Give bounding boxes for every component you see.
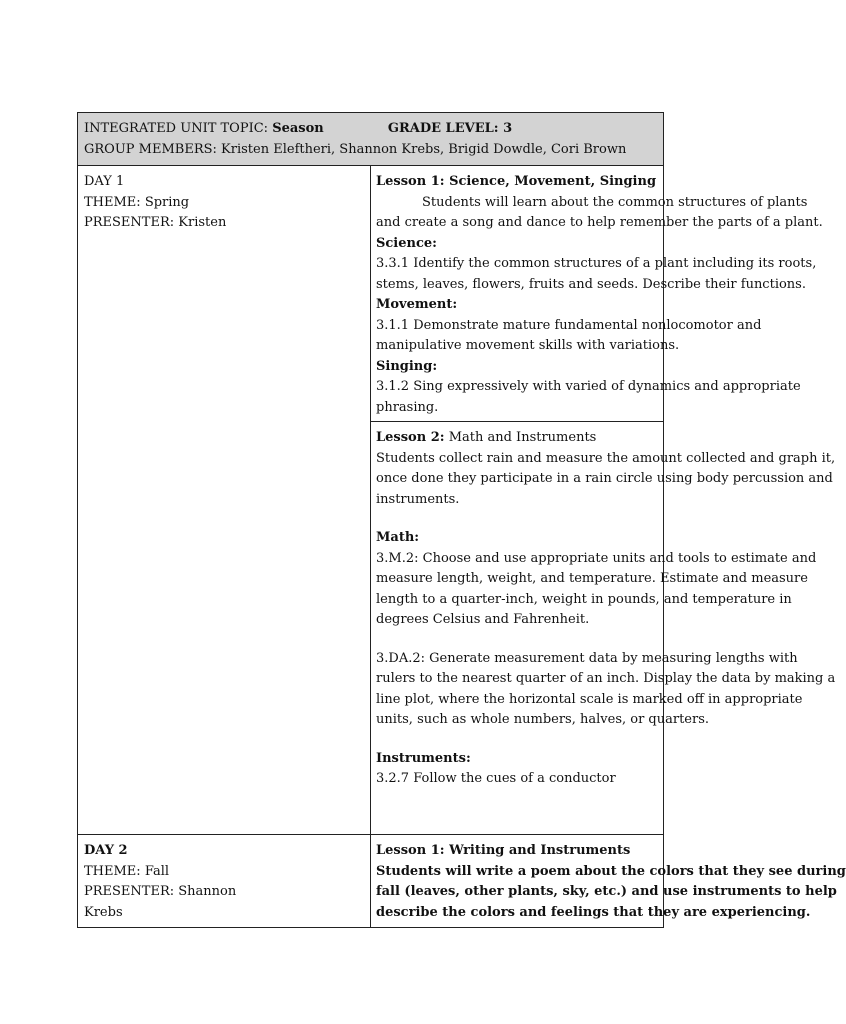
day2-presenter-label: PRESENTER:	[84, 884, 175, 899]
day1-theme-value: Spring	[144, 194, 190, 210]
lesson2-desc: once done they participate in a rain circle using body percussion and	[376, 471, 833, 486]
movement-standard: manipulative movement skills with variations.	[376, 338, 680, 353]
grade-level	[388, 119, 512, 140]
day1-presenter-value: Kristen	[178, 215, 227, 230]
day1-presenter	[84, 213, 364, 234]
day2-label: DAY 2	[84, 843, 128, 858]
singing-standard: 3.1.2 Sing expressively with varied of dynamics and appropriate	[376, 379, 801, 394]
day1-label: DAY 1	[84, 174, 125, 189]
topic-label: INTEGRATED UNIT TOPIC:	[84, 121, 269, 136]
math-m2-standard: 3.M.2: Choose and use appropriate units and tools to estimate and	[376, 550, 817, 566]
math-da2-standard: line plot, where the horizontal scale is marked off in appropriate	[376, 691, 803, 707]
day1-info-cell	[78, 166, 371, 835]
day2-lesson1-desc: Students will write a poem about the colors that they see during	[376, 863, 846, 879]
math-m2-standard: degrees Celsius and Fahrenheit.	[376, 612, 590, 627]
members-value: Kristen Eleftheri, Shannon Krebs, Brigid Dowdle, Cori Brown	[221, 141, 627, 157]
integrated-unit-table	[77, 112, 846, 928]
day1-lesson1-cell	[371, 166, 823, 422]
day1-lesson2-cell	[371, 422, 836, 835]
grade-value: 3	[503, 121, 513, 136]
singing-standard: phrasing.	[376, 399, 439, 415]
math-da2-standard: rulers to the nearest quarter of an inch. Display the data by making a	[376, 671, 836, 686]
math-da2-standard: 3.DA.2: Generate measurement data by measuring lengths with	[376, 650, 798, 666]
day2-info-cell	[78, 835, 371, 928]
day1-lesson1-desc: and create a song and dance to help remember the parts of a plant.	[376, 215, 823, 230]
day2-theme	[84, 862, 364, 883]
movement-heading: Movement:	[376, 297, 458, 312]
topic-line	[84, 119, 657, 140]
grade-label: GRADE LEVEL:	[387, 121, 499, 136]
movement-standard: 3.1.1 Demonstrate mature fundamental nonlocomotor and	[376, 317, 762, 333]
singing-heading: Singing:	[376, 358, 438, 374]
science-standard: stems, leaves, flowers, fruits and seeds. Describe their functions.	[376, 276, 806, 292]
math-m2-standard: length to a quarter-inch, weight in pounds, and temperature in	[376, 591, 792, 607]
day1-theme	[84, 193, 364, 214]
day2-theme-label: THEME:	[84, 863, 141, 879]
lesson2-desc: Students collect rain and measure the amount collected and graph it,	[376, 450, 836, 466]
math-da2-standard: units, such as whole numbers, halves, or quarters.	[376, 712, 710, 727]
header-row	[78, 113, 664, 166]
spacer	[376, 510, 657, 528]
day1-lesson1-title: Lesson 1: Science, Movement, Singing	[376, 174, 657, 189]
day1-theme-label: THEME:	[84, 194, 141, 210]
day1-presenter-label: PRESENTER:	[84, 215, 175, 230]
members-label: GROUP MEMBERS:	[84, 141, 217, 157]
day2-lesson1-desc: fall (leaves, other plants, sky, etc.) and use instruments to help	[376, 884, 837, 899]
day2-presenter	[84, 882, 364, 903]
header-cell	[78, 113, 664, 166]
math-heading: Math:	[376, 530, 420, 545]
day1-lesson2-title	[376, 428, 657, 449]
spacer	[376, 631, 657, 649]
spacer	[376, 731, 657, 749]
lesson2-desc: instruments.	[376, 491, 460, 507]
day2-lesson1-title: Lesson 1: Writing and Instruments	[376, 843, 631, 858]
day1-lesson1-row	[78, 166, 664, 422]
math-m2-standard: measure length, weight, and temperature. Estimate and measure	[376, 571, 808, 586]
science-heading: Science:	[376, 235, 437, 251]
lesson2-title-value: Math and Instruments	[448, 430, 597, 445]
day2-presenter-value: Shannon	[178, 884, 237, 899]
day2-row	[78, 835, 664, 928]
instruments-heading: Instruments:	[376, 750, 471, 766]
topic-value: Season	[272, 121, 324, 136]
day1-lesson1-desc: Students will learn about the common structures of plants	[422, 194, 808, 210]
instruments-standard: 3.2.7 Follow the cues of a conductor	[376, 771, 616, 786]
lesson2-title-label: Lesson 2:	[376, 430, 445, 445]
science-standard: 3.3.1 Identify the common structures of a plant including its roots,	[376, 256, 817, 271]
day2-presenter-continued: Krebs	[84, 904, 123, 920]
members-line	[84, 140, 657, 161]
day2-lesson1-desc: describe the colors and feelings that they are experiencing.	[376, 904, 811, 920]
day2-lesson1-cell	[371, 835, 846, 928]
day2-theme-value: Fall	[144, 863, 170, 879]
